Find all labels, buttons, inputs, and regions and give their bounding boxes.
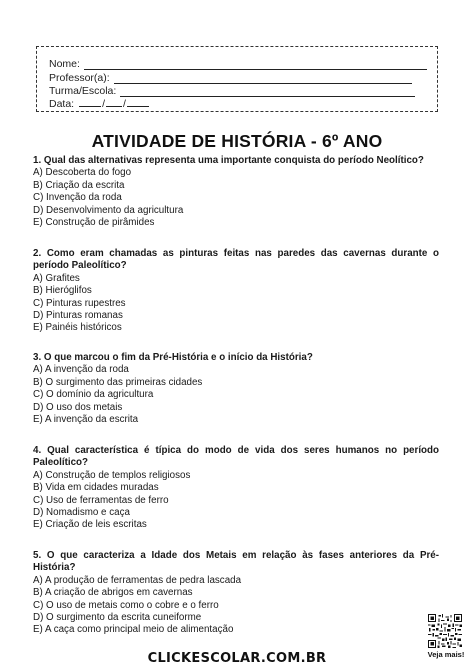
- class-school-label: Turma/Escola:: [49, 85, 117, 97]
- date-blanks[interactable]: [79, 95, 149, 110]
- veja-mais-label[interactable]: Veja mais!: [427, 650, 465, 659]
- option-e[interactable]: E) Painéis históricos: [33, 322, 122, 334]
- option-b[interactable]: B) A criação de abrigos em cavernas: [33, 587, 193, 599]
- date-separator-1: /: [102, 98, 106, 110]
- option-c[interactable]: C) O uso de metais como o cobre e o ferro: [33, 599, 219, 611]
- option-d[interactable]: D) O uso dos metais: [33, 401, 123, 413]
- option-c[interactable]: C) Invenção da roda: [33, 192, 122, 204]
- date-month-blank[interactable]: [106, 95, 122, 107]
- date-label: Data:: [49, 98, 75, 110]
- option-a[interactable]: A) Construção de templos religiosos: [33, 469, 191, 481]
- question-text: 2. Como eram chamadas as pinturas feitas nas paredes das cavernas durante o período Paleolítico?: [33, 248, 439, 272]
- option-a[interactable]: A) A produção de ferramentas de pedra lascada: [33, 574, 242, 586]
- question-3: [33, 352, 439, 426]
- option-c[interactable]: C) O domínio da agricultura: [33, 389, 154, 401]
- question-1: [33, 155, 439, 229]
- question-text: 3. O que marcou o fim da Pré-História e o início da História?: [33, 352, 313, 363]
- option-c[interactable]: C) Pinturas rupestres: [33, 297, 126, 309]
- option-d[interactable]: D) Desenvolvimento da agricultura: [33, 204, 184, 216]
- teacher-field[interactable]: [49, 71, 412, 84]
- option-c[interactable]: C) Uso de ferramentas de ferro: [33, 494, 169, 506]
- option-d[interactable]: D) Nomadismo e caça: [33, 507, 130, 519]
- option-e[interactable]: E) A invenção da escrita: [33, 414, 139, 426]
- option-a[interactable]: A) Descoberta do fogo: [33, 167, 132, 179]
- option-b[interactable]: B) Hieróglifos: [33, 285, 92, 297]
- date-separator-2: /: [123, 98, 126, 110]
- date-day-blank[interactable]: [79, 95, 101, 107]
- student-info-box: [36, 46, 438, 112]
- question-text: 5. O que caracteriza a Idade dos Metais em relação às fases anteriores da Pré-História?: [33, 550, 439, 574]
- question-text: 1. Qual das alternativas representa uma importante conquista do período Neolítico?: [33, 155, 424, 166]
- question-text: 4. Qual característica é típica do modo de vida dos seres humanos no período Paleolítico?: [33, 445, 439, 469]
- option-a[interactable]: A) Grafites: [33, 272, 80, 284]
- option-b[interactable]: B) Criação da escrita: [33, 179, 125, 191]
- class-school-blank-line[interactable]: [120, 85, 415, 97]
- option-e[interactable]: E) Criação de leis escritas: [33, 519, 147, 531]
- question-5: [33, 550, 439, 637]
- option-b[interactable]: B) Vida em cidades muradas: [33, 482, 159, 494]
- qr-code-icon[interactable]: [428, 614, 462, 648]
- name-blank-line[interactable]: [84, 58, 427, 70]
- teacher-label: Professor(a):: [49, 72, 110, 84]
- option-a[interactable]: A) A invenção da roda: [33, 364, 129, 376]
- option-b[interactable]: B) O surgimento das primeiras cidades: [33, 376, 203, 388]
- site-brand[interactable]: CLICKESCOLAR.COM.BR: [147, 651, 327, 666]
- option-e[interactable]: E) Construção de pirâmides: [33, 217, 155, 229]
- name-label: Nome:: [49, 58, 80, 70]
- question-4: [33, 445, 439, 532]
- page-title: ATIVIDADE DE HISTÓRIA - 6º ANO: [91, 131, 383, 151]
- question-2: [33, 248, 439, 335]
- option-d[interactable]: D) Pinturas romanas: [33, 310, 123, 322]
- teacher-blank-line[interactable]: [114, 72, 412, 84]
- option-d[interactable]: D) O surgimento da escrita cuneiforme: [33, 612, 202, 624]
- option-e[interactable]: E) A caça como principal meio de alimentação: [33, 624, 234, 636]
- name-field[interactable]: [49, 57, 427, 70]
- date-year-blank[interactable]: [127, 95, 149, 107]
- date-field[interactable]: [49, 97, 149, 110]
